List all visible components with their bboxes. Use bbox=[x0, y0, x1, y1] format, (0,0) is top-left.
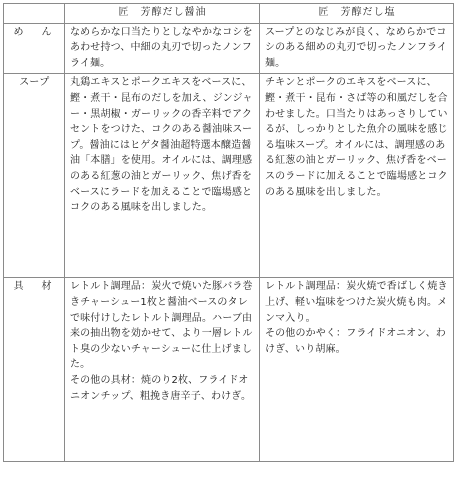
row-label-noodles: め ん bbox=[4, 23, 65, 74]
header-row bbox=[4, 4, 454, 24]
cell-text: なめらかな口当たりとしなやかなコシをあわせ持つ、中細の丸刃で切ったノンフライ麺。 bbox=[70, 26, 253, 69]
cell-text: レトルト調理品：炭火で焼いた豚バラ巻きチャーシュー1枚と醤油ベースのタレで味付けしたレトルト調理品。ハーブ由来の抽出物を効かせて、より一層レトルト臭の少ないチャーシューに仕上げました。 bbox=[70, 281, 253, 371]
cell-text: スープとのなじみが良く、なめらかでコシのある細めの丸刃で切ったノンフライ麺。 bbox=[265, 26, 447, 69]
cell-text: 丸鶏エキスとポークエキスをベースに、鰹・煮干・昆布のだしを加え、ジンジャー・黒胡椒・ガーリックの香辛料でアクセントをつけた、コクのある醤油味スープ。醤油にはヒゲタ醤油超特選本醸造醤油「本膳」を使用。オイルには、調理感のある紅葱の油とガーリック、焦げ香をベースにラードを加えることで臨場感とコクのある風味を出しました。 bbox=[70, 77, 253, 214]
row-label-soup: スープ bbox=[4, 74, 65, 278]
row-noodles bbox=[4, 23, 454, 74]
product-spec-sheet bbox=[3, 3, 453, 475]
cell-toppings-shio bbox=[260, 278, 454, 462]
cell-soup-shoyu bbox=[65, 74, 260, 278]
row-soup bbox=[4, 74, 454, 278]
cell-noodles-shoyu bbox=[65, 23, 260, 74]
cell-text: チキンとポークのエキスをベースに、鰹・煮干・昆布・さば等の和風だしを合わせました。口当たりはあっさりしているが、しっかりとした魚介の風味を感じる塩味スープ。オイルには、調理感のある紅葱の油とガーリック、焦げ香をベースのラードに加えることで臨場感とコクのある風味を出しました。 bbox=[265, 77, 448, 198]
cell-text: その他のかやく：フライドオニオン、わけぎ、いり胡麻。 bbox=[265, 328, 446, 355]
spec-table bbox=[3, 3, 454, 462]
cell-toppings-shoyu bbox=[65, 278, 260, 462]
column-header-shio: 匠 芳醇だし塩 bbox=[260, 4, 454, 24]
cell-noodles-shio bbox=[260, 23, 454, 74]
row-toppings bbox=[4, 278, 454, 462]
row-label-toppings: 具 材 bbox=[4, 278, 65, 462]
column-header-shoyu: 匠 芳醇だし醤油 bbox=[65, 4, 260, 24]
cell-text: レトルト調理品：炭火焼で香ばしく焼き上げ、軽い塩味をつけた炭火焼も肉。メンマ入り。 bbox=[265, 281, 448, 324]
cell-soup-shio bbox=[260, 74, 454, 278]
cell-text: その他の具材：焼のり2枚、フライドオニオンチップ、粗挽き唐辛子、わけぎ。 bbox=[70, 374, 252, 402]
corner-cell bbox=[4, 4, 65, 24]
